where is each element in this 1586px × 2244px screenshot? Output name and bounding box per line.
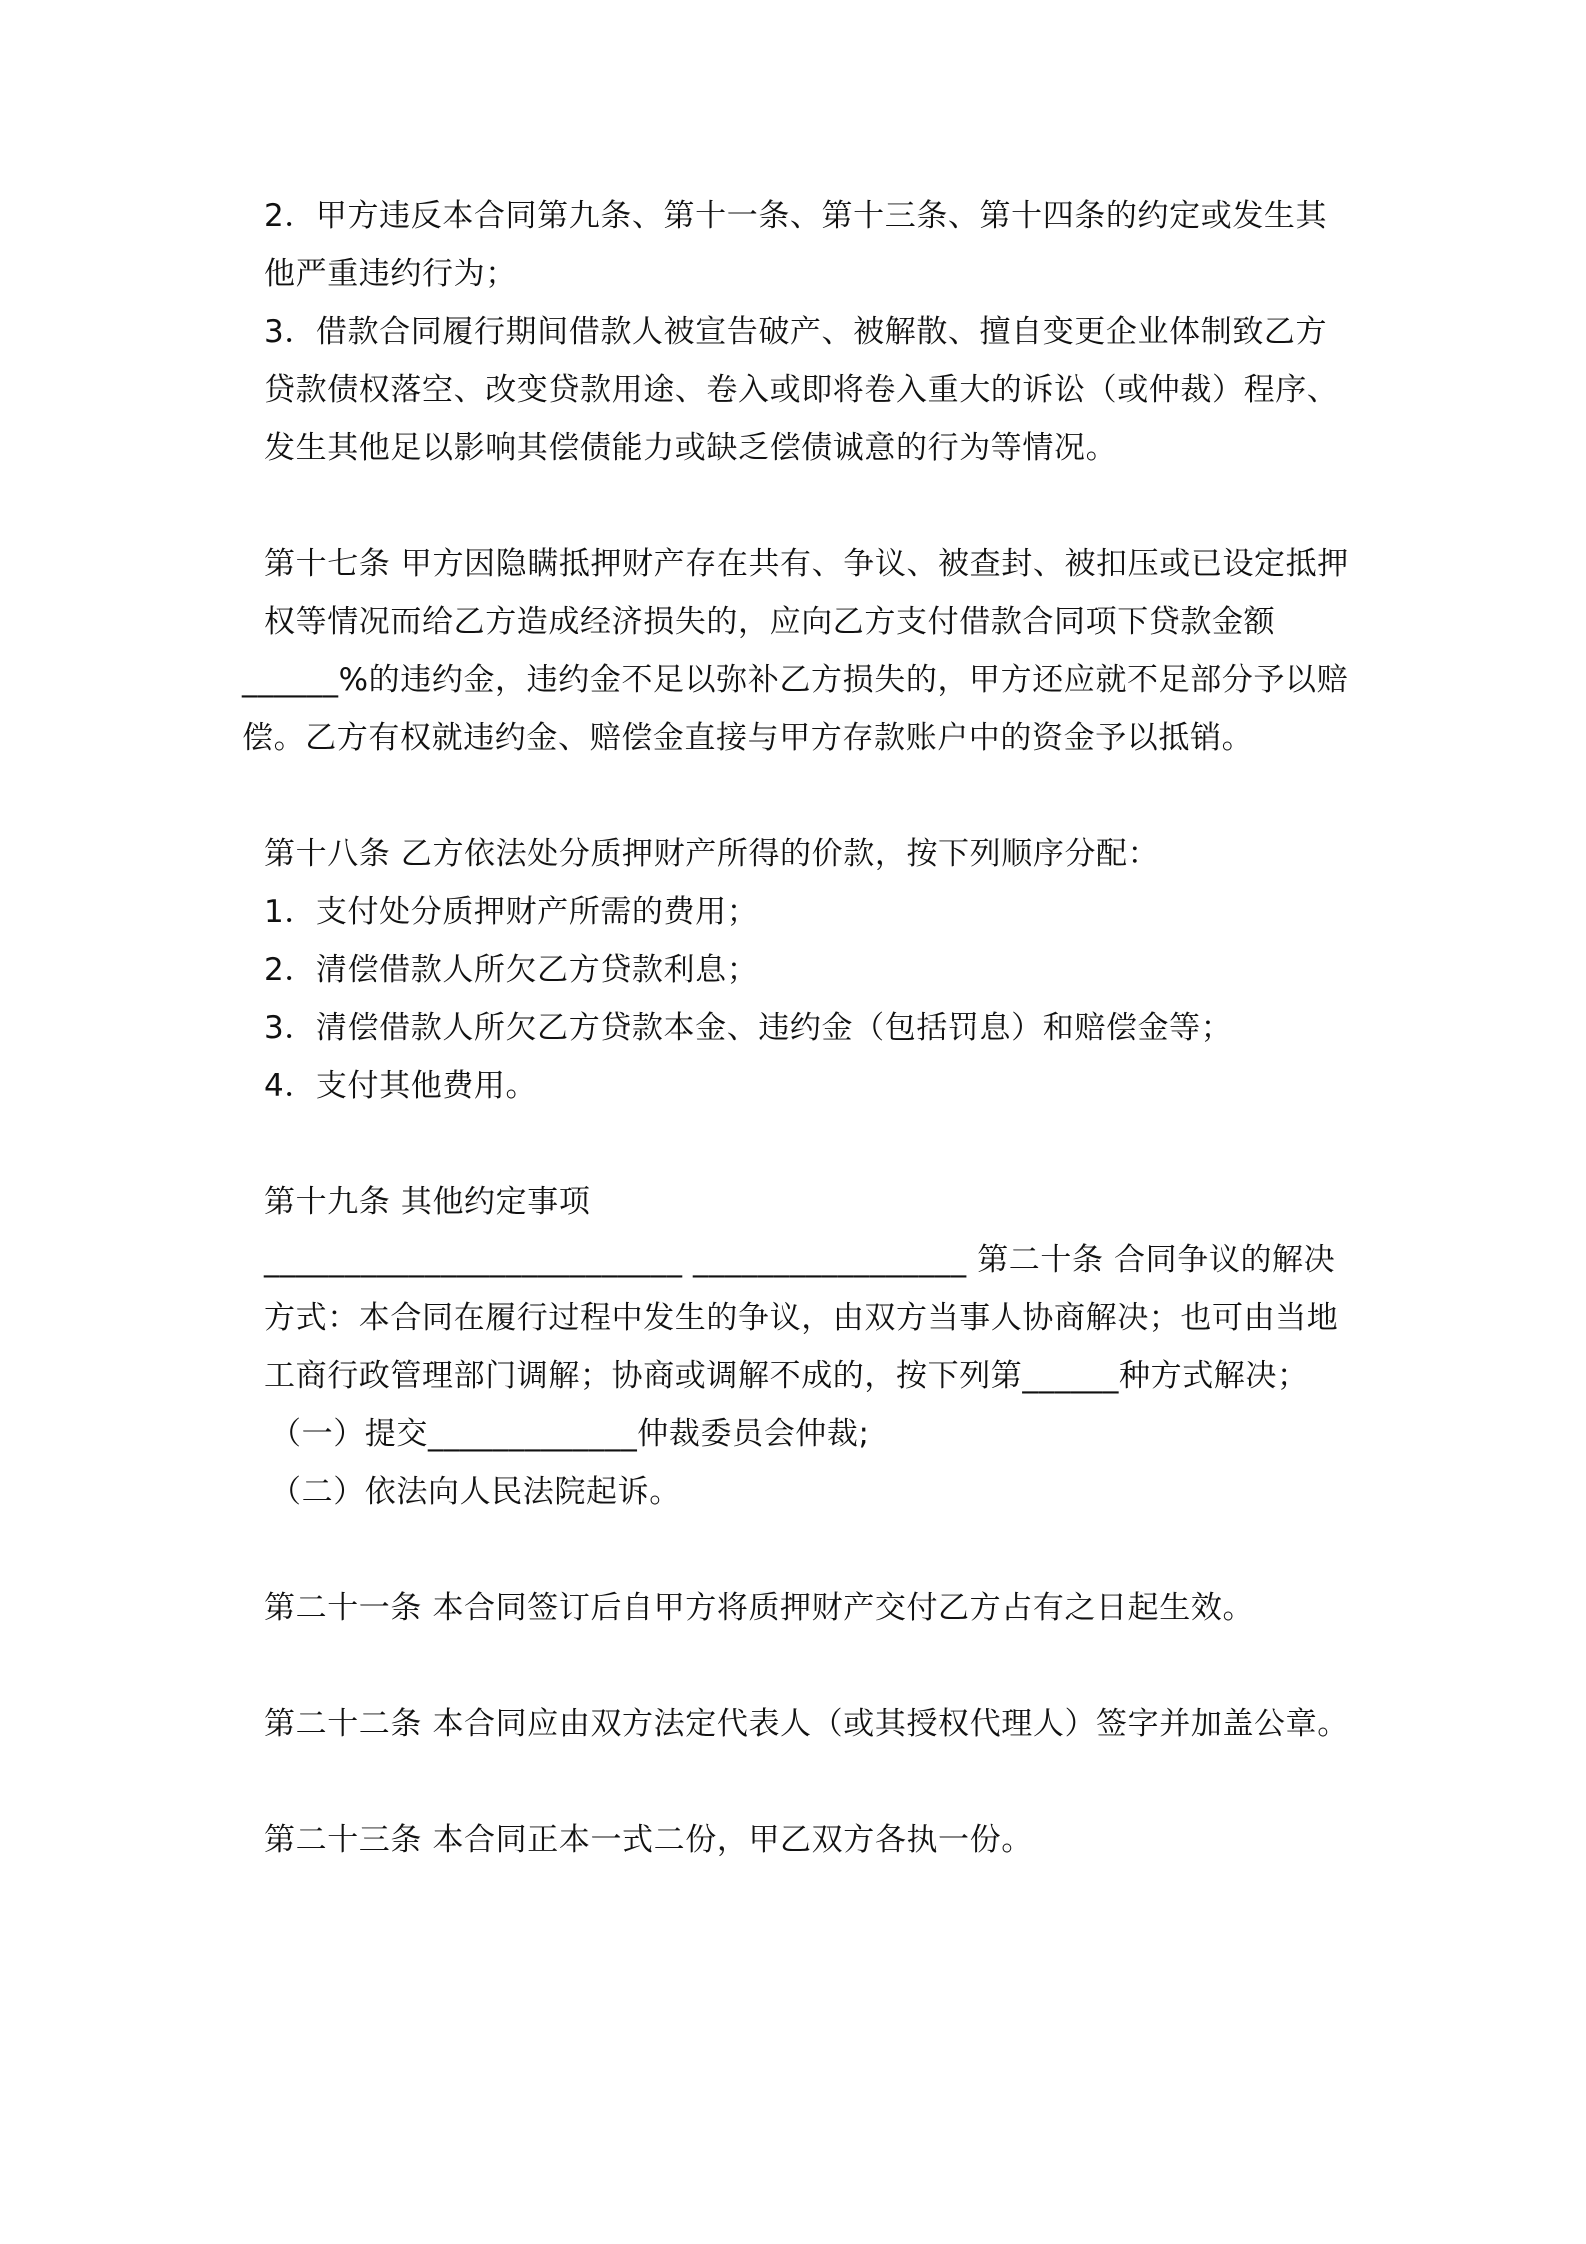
paragraph-gap [242, 1521, 1352, 1579]
paragraph-gap [242, 1115, 1352, 1173]
article-17-continued: ______%的违约金，违约金不足以弥补乙方损失的，甲方还应就不足部分予以赔偿。乙方有权就违约金、赔偿金直接与甲方存款账户中的资金予以抵销。 [242, 662, 1349, 756]
list-item-3: 3．借款合同履行期间借款人被宣告破产、被解散、擅自变更企业体制致乙方贷款债权落空、改变贷款用途、卷入或即将卷入重大的诉讼（或仲裁）程序、发生其他足以影响其偿债能力或缺乏偿债诚意的行为等情况。 [264, 314, 1339, 466]
article-19: 第十九条 其他约定事项 [264, 1184, 591, 1220]
document-body [242, 187, 1352, 1869]
paragraph-gap [242, 767, 1352, 825]
list-item-1: 1．支付处分质押财产所需的费用； [264, 894, 759, 930]
dispute-option-2: （二）依法向人民法院起诉。 [270, 1474, 681, 1510]
article-17: 第十七条 甲方因隐瞒抵押财产存在共有、争议、被查封、被扣压或已设定抵押权等情况而给乙方造成经济损失的，应向乙方支付借款合同项下贷款金额 [264, 546, 1349, 640]
list-item-2: 2．清偿借款人所欠乙方贷款利息； [264, 952, 759, 988]
article-22: 第二十二条 本合同应由双方法定代表人（或其授权代理人）签字并加盖公章。 [264, 1706, 1349, 1742]
article-18: 第十八条 乙方依法处分质押财产所得的价款，按下列顺序分配： [264, 836, 1160, 872]
paragraph-gap [242, 1753, 1352, 1811]
list-item-4: 4．支付其他费用。 [264, 1068, 538, 1104]
article-20: __________________________ _________________ 第二十条 合同争议的解决方式：本合同在履行过程中发生的争议，由双方当事人协商解决；也可由当地工商行政管理部门调解；协商或调解不成的，按下列第______种方式解决； [264, 1242, 1339, 1394]
dispute-option-1: （一）提交_____________仲裁委员会仲裁; [270, 1416, 870, 1452]
paragraph-gap [242, 1637, 1352, 1695]
paragraph-gap [242, 477, 1352, 535]
list-item-2: 2．甲方违反本合同第九条、第十一条、第十三条、第十四条的约定或发生其他严重违约行为； [264, 198, 1328, 292]
list-item-3: 3．清偿借款人所欠乙方贷款本金、违约金（包括罚息）和赔偿金等； [264, 1010, 1233, 1046]
article-21: 第二十一条 本合同签订后自甲方将质押财产交付乙方占有之日起生效。 [264, 1590, 1255, 1626]
article-23: 第二十三条 本合同正本一式二份，甲乙双方各执一份。 [264, 1822, 1033, 1858]
